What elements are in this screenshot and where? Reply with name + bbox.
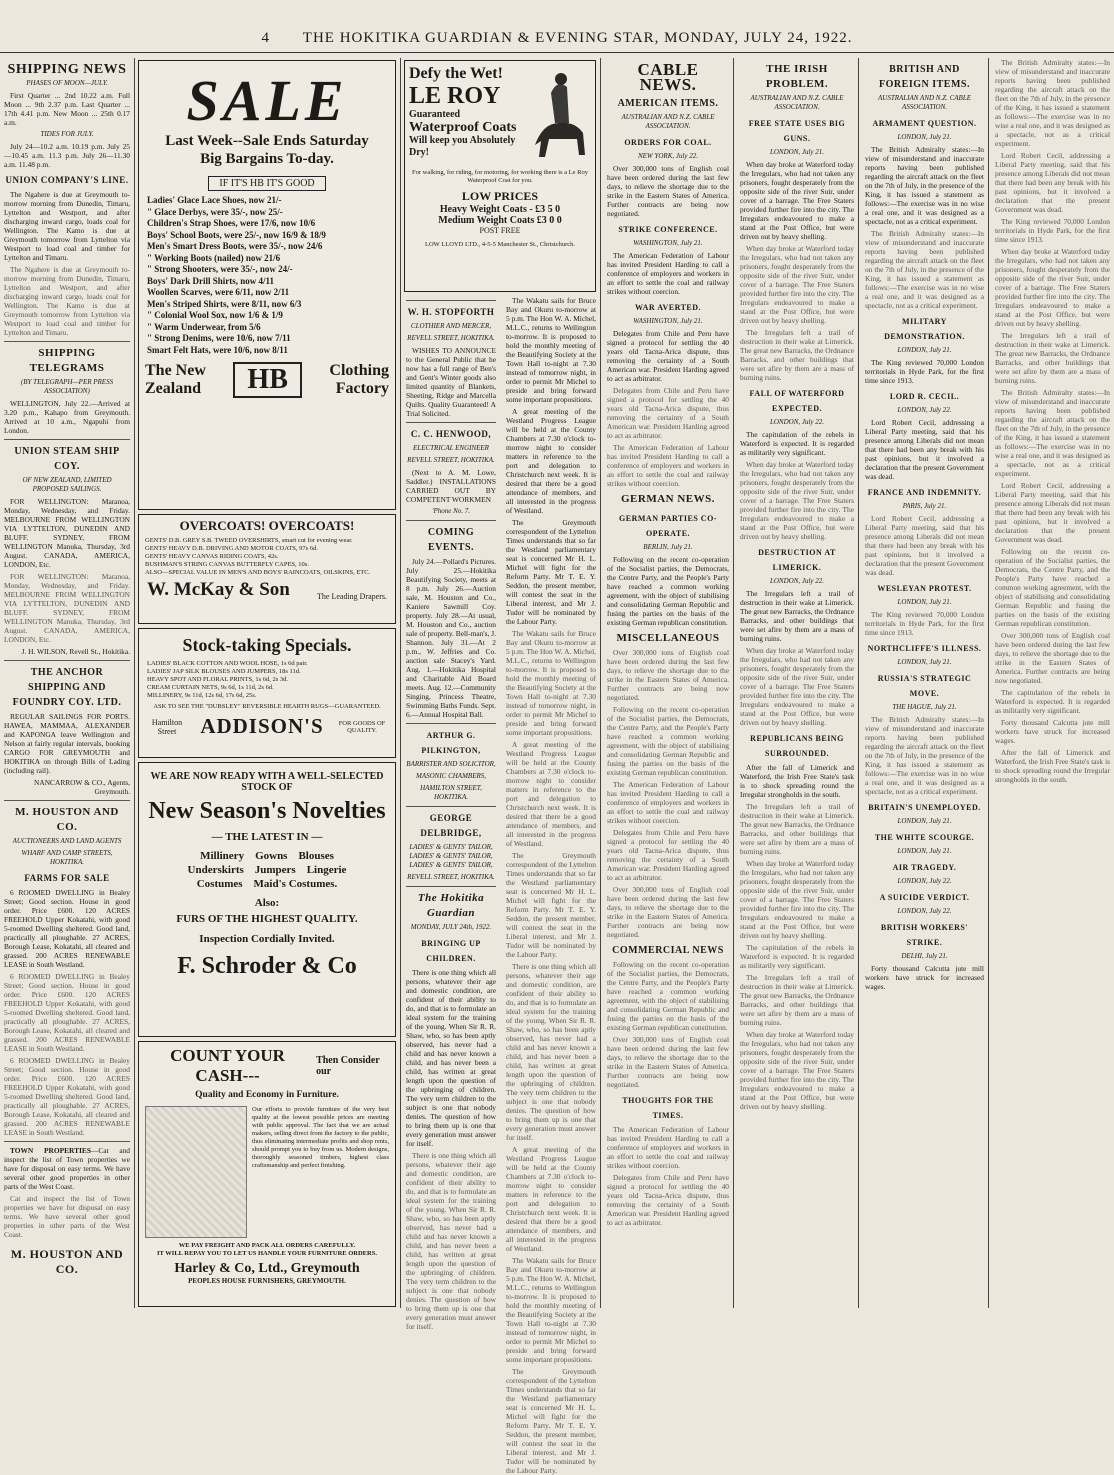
coming-text: July 24.—Pollard's Pictures. July 25.—Hokitika Beautifying Society, meets at 8 p.m. July 26.—Auction sale, M. Houston and Co., Kaniere Sawmill Coy. property. July 28.—At usual, M. Houston and Co., auction sale of property. Bell-man's, J. Shannon. July 31.—At 2 p.m., W. Jeffries and Co. auction sale Stacey's Yard. Aug. 1.—Hokitika Hospital and Charitable Aid Board meets. Aug. 12.—Community Singing, Princess Theatre, Swimming Baths Funds. Sept. 6.—Annual Hospital Ball. [406, 557, 496, 719]
sale-list-item: Boys' School Boots, were 25/-, now 16/9 & 18/9 [147, 229, 326, 240]
limerick-dateline: LONDON, July 22. [769, 577, 825, 585]
houston-sub2: WHARF AND CAMP STREETS, HOKITIKA. [21, 849, 113, 866]
sale-list-item: " Colonial Wool Sox, now 1/6 & 1/9 [147, 310, 283, 320]
armament-text-more: The British Admiralty states:—In view of misunderstand and inaccurate reports having been published regarding the aircraft attack on the fleet on the 7th of July, in the presence of the King, it has issued a statement as follows:—The exercise was in no wise a real one, and it was designed as a spectacle, not as a critical experiment. [865, 229, 984, 310]
sale-list-item: " Glace Derbys, were 35/-, now 25/- [147, 206, 283, 217]
sale-logo: SALE [186, 68, 348, 133]
delbridge-heading: GEORGE DELBRIDGE, [420, 813, 482, 838]
unemployed-dateline: LONDON, July 21. [897, 817, 952, 825]
right-text-7: Lord Robert Cecil, addressing a Liberal Party meeting, said that his presence among Liberals did not mean that there had been any break with his past opinions, but it involved a declaration that the present Government was dead. [995, 481, 1110, 544]
mid-text-7: There is one thing which all persons, whatever their age and domestic condition, are confident of their ability to do, and that is to formulate an ideal system for the training of the young. When Sir R. R. Shaw, who, so has been aptly observed, has never had a child and has never known a child, and has never been a child, has written at great length upon the question of the upbringing of children. The very term children to the subject is one that nobody denies. The question of how to bring them up is one that every generation must answer for itself. [506, 962, 596, 1142]
shipping-column [0, 58, 134, 1308]
delbridge-addr: REVELL STREET, HOKITIKA. [407, 873, 495, 881]
wesleyan-text: The King reviewed 70,000 London territorials in Hyde Park, for the first time since 1913. [865, 610, 984, 637]
tides-table: July 24—10.2 a.m. 10.19 p.m. July 25—10.45 a.m. 11.3 p.m. July 26—11.30 a.m. 11.48 p.m. [4, 142, 130, 169]
paper-title: THE HOKITIKA GUARDIAN & EVENING STAR, MONDAY, JULY 24, 1922. [302, 30, 853, 46]
mckay-sub: The Leading Drapers. [317, 592, 387, 601]
waterford-text-more: When day broke at Waterford today the Irregulars, who had not taken any prisoners, fought desperately from the opposite side of the river Suir, under cover of a barrage. The Free Staters provided further fire into the city. The Irregulars endeavoured to make a stand at the Post Office, but were driven out by heavy shelling. [740, 460, 854, 541]
stock-items [139, 660, 395, 700]
sale-list-item: Smart Felt Hats, were 10/6, now 8/11 [147, 344, 288, 355]
leroy-post: POST FREE [479, 226, 521, 235]
mid-text-3: The Greymouth correspondent of the Lyttelton Times understands that so far the Westland parliamentary seat is concerned Mr H. L. Michel will fight for the Reform Party. Mr T. E. Y. Seddon, the present member, will contest the seat in the Liberal interest, and Mr J. Tudor will be nominated by the Labour Party. [506, 518, 596, 626]
schroder-row1: Millinery Gowns Blouses [200, 850, 334, 862]
page-number: 4 [261, 30, 271, 46]
hb-footer [145, 362, 389, 398]
republicans-text-more3: The capitulation of the rebels in Waterford is expected. It is regarded as militarily very significant. [740, 943, 854, 970]
pilkington-sub2: MASONIC CHAMBERS, [416, 772, 486, 780]
schroder-ad [138, 762, 396, 1037]
wesleyan-dateline: LONDON, July 21. [897, 598, 952, 606]
right-text-10: The capitulation of the rebels in Waterford is expected. It is regarded as militarily very significant. [995, 688, 1110, 715]
mid-text-9: The Wakatu sails for Bruce Bay and Okuru to-morrow at 5 p.m. The Hon W. A. Michel, M.L.C., returns to Wellington to-morrow. It is proposed to hold the monthly meeting of the Beautifying Society at the Town Hall to-night at 7.30 instead of tomorrow night, in order to permit Mr Michel to preside and bring forward some important propositions. [506, 1256, 596, 1364]
delbridge-lines: LADIES' & GENTS' TAILOR, LADIES' & GENTS' TAILOR, LADIES' & GENTS' TAILOR, [409, 843, 493, 869]
british-heading: BRITISH AND FOREIGN ITEMS. [879, 64, 970, 90]
harley-pay: WE PAY FREIGHT AND PACK ALL ORDERS CAREFULLY. [178, 1242, 356, 1249]
usscc-sub: OF NEW ZEALAND, LIMITED PROPOSED SAILINGS. [22, 476, 112, 493]
sale-list-item: Woollen Scarves, were 6/11, now 2/11 [147, 287, 290, 297]
masthead [0, 30, 1114, 53]
mid-text-2: A great meeting of the Westland Progress League will be held at the County Chambers at 7.30 o'clock to-morrow night to consider matters in reference to the port and delegation to Christchurch next week. It is desired that there be a good attendance of members, and all interested in the progress of Westland. [506, 407, 596, 515]
column-rule [733, 58, 734, 1308]
war-dateline: WASHINGTON, July 21. [633, 317, 703, 325]
strike-text-more: The American Federation of Labour has invited President Harding to call a conference of employers and workers in an effort to settle the coal and railway strikes without coercion. [607, 443, 729, 488]
misc-text-2: Following on the recent co-operation of the Socialist parties, the Democrats, the Centre Party, and the People's Party have reached a common working agreement, with the object of stabilising and consolidating German Republic and fusing the parties on the basis of the existing German republican constitution. [607, 705, 729, 777]
strike-text: The American Federation of Labour has invited President Harding to call a conference of employers and workers in an effort to settle the coal and railway strikes without coercion. [607, 251, 729, 296]
stock-list-item: LADIES' JAP SILK BLOUSES AND JUMPERS, 18s 11d. [147, 668, 301, 675]
right-text-4: When day broke at Waterford today the Irregulars, who had not taken any prisoners, fought desperately from the opposite side of the river Suir, under cover of a barrage. The Free Staters provided further fire into the city. The Irregulars endeavoured to make a stand at the Post Office, but were driven out by heavy shelling. [995, 247, 1110, 328]
furniture-illustration-icon [145, 1106, 247, 1238]
leroy-will: Will keep you Absolutely Dry! [409, 135, 516, 158]
military-text: The King reviewed 70,000 London territorials in Hyde Park, for the first time since 1913. [865, 358, 984, 385]
leroy-for: For walking, for riding, for motoring, for working there is a Le Roy Waterproof Coat for you. [411, 169, 588, 184]
leader-text-more: There is one thing which all persons, whatever their age and domestic condition, are confident of their ability to do, and that is to formulate an ideal system for the training of the young. When Sir R. R. Shaw, who, so has been aptly observed, has never had a child and has never known a child, and has never been a child, has written at great length upon the question of the upbringing of children. The very term children to the subject is one that nobody denies. The question of how to bring them up is one that every generation must answer for itself. [406, 1151, 496, 1331]
mid-text-10: The Greymouth correspondent of the Lyttelton Times understands that so far the Westland parliamentary seat is concerned Mr H. L. Michel will fight for the Reform Party. Mr T. E. Y. Seddon, the present member, will contest the seat in the Liberal interest, and Mr J. Tudor will be nominated by the Labour Party. [506, 1367, 596, 1475]
leader-date: MONDAY, JULY 24th, 1922. [410, 923, 492, 931]
overcoats-ad [138, 514, 396, 624]
overcoat-list-item: GENTS' D.B. GREY S.B. TWEED OVERSHIRTS, smart cut for evening wear. [145, 537, 353, 544]
addisons-footer [139, 714, 395, 739]
harley-firm-sub: PEOPLES HOUSE FURNISHERS, GREYMOUTH. [188, 1277, 346, 1285]
stopforth-sub: CLOTHIER AND MERCER, [410, 322, 492, 330]
addisons-ad [138, 628, 396, 758]
stock-list-item: CREAM CURTAIN NETS, 9s 6d, 1s 11d, 2s 6d. [147, 684, 274, 691]
suicide-dateline: LONDON, July 22. [897, 907, 952, 915]
strike-text-b: Forty thousand Calcutta jute mill workers have struck for increased wages. [865, 964, 984, 991]
cable-assoc: AUSTRALIAN AND N.Z. CABLE ASSOCIATION. [621, 113, 715, 130]
american-heading: AMERICAN ITEMS. [617, 98, 719, 109]
shipping-heading: SHIPPING NEWS [7, 62, 127, 77]
right-column [991, 58, 1114, 1308]
usscc-text: FOR WELLINGTON: Maranoa, Monday, Wednesday, and Friday. MELBOURNE FROM WELLINGTON VIA LYTTELTON, DUNEDIN AND BLUFF. SYDNEY, FROM WELLINGTON Manuka, Thursday, 3rd August. CANADA, AMERICA, LONDON, Etc. [4, 497, 130, 569]
right-text-1: The British Admiralty states:—In view of misunderstand and inaccurate reports having been published regarding the aircraft attack on the fleet on the 7th of July, in the presence of the King, it has issued a statement as follows:—The exercise was in no wise a real one, and it was designed as a spectacle, not as a critical experiment. [995, 58, 1110, 148]
schroder-invite: Inspection Cordially Invited. [199, 933, 335, 945]
german-text: Following on the recent co-operation of the Socialist parties, the Democrats, the Centre Party, and the People's Party have reached a common working agreement, with the object of stabilising and consolidating German Republic and fusing the parties on the basis of the existing German republican constitution. [607, 555, 729, 627]
thoughts-heading: THOUGHTS FOR THE TIMES. [622, 1096, 714, 1120]
sale-list-item: Men's Smart Dress Boots, were 35/-, now 24/6 [147, 241, 323, 251]
sale-list-item: Children's Strap Shoes, were 17/6, now 10/6 [147, 218, 316, 228]
thoughts-text-2: Delegates from Chile and Peru have signed a protocol for settling the 40 years old Tacna-Arica dispute, thus removing the certainty of a South American war. President Harding agreed to act as arbitrator. [607, 1173, 729, 1227]
strike-dateline-b: DELHI, July 21. [901, 952, 948, 960]
northcliffe-heading: NORTHCLIFFE'S ILLNESS. [867, 644, 982, 653]
leroy-price2: Medium Weight Coats £3 0 0 [438, 215, 562, 226]
guns-text: When day broke at Waterford today the Irregulars, who had not taken any prisoners, fought desperately from the opposite side of the river Suir, under cover of a barrage. The Free Staters provided further fire into the city. The Irregulars endeavoured to make a stand at the Post Office, but were driven out by heavy shelling. [740, 160, 854, 241]
france-dateline: PARIS, July 21. [902, 502, 947, 510]
stopforth-heading: W. H. STOPFORTH [407, 307, 495, 317]
henwood-phone: 'Phone No. 7. [431, 507, 471, 515]
mid-text-5: A great meeting of the Westland Progress League will be held at the County Chambers at 7.30 o'clock to-morrow night to consider matters in reference to the port and delegation to Christchurch next week. It is desired that there be a good attendance of members, and all interested in the progress of Westland. [506, 740, 596, 848]
armament-dateline: LONDON, July 21. [897, 133, 952, 141]
limerick-heading: DESTRUCTION AT LIMERICK. [758, 548, 836, 572]
sale-items [139, 195, 395, 356]
air-dateline: LONDON, July 22. [897, 877, 952, 885]
war-text: Delegates from Chile and Peru have signed a protocol for settling the 40 years old Tacna-Arica dispute, thus removing the certainty of a South American war. President Harding agreed to act as arbitrator. [607, 329, 729, 383]
sale-tagline2: Big Bargains To-day. [200, 151, 334, 167]
houston-text: 6 ROOMED DWELLING in Bealey Street; Good section. House in good order. Price £600. 120 ACRES FREEHOLD Upper Kokatahi, with good 5-roomed Dwelling sheltered. Good land, practically all ploughable. 27 ACRES, Borough Lease, Kokatahi, all cleared and grassed. 200 ACRES RENEWABLE LEASE in South Westland. [4, 888, 130, 969]
houston-heading: M. HOUSTON AND CO. [15, 806, 119, 833]
right-text-12: After the fall of Limerick and Waterford, the Irish Free State's task is to shock spreading round the Irregular strongholds in the south. [995, 748, 1110, 784]
schroder-row3: Costumes Maid's Costumes. [196, 878, 338, 890]
guns-heading: FREE STATE USES BIG GUNS. [748, 119, 846, 143]
harley-heading: COUNT YOUR CASH--- [170, 1046, 285, 1085]
houston-footer: M. HOUSTON AND CO. [10, 1247, 124, 1276]
overcoat-items [139, 537, 395, 577]
cable-column [603, 58, 733, 1308]
thoughts-text: The American Federation of Labour has invited President Harding to call a conference of employers and workers in an effort to settle the coal and railway strikes without coercion. [607, 1125, 729, 1170]
armament-text: The British Admiralty states:—In view of misunderstand and inaccurate reports having been published regarding the aircraft attack on the fleet on the 7th of July, in the presence of the King, it has issued a statement as follows:—The exercise was in no wise a real one, and it was designed as a spectacle, not as a critical experiment. [865, 145, 984, 226]
leroy-brand: LE ROY [409, 83, 501, 109]
harley-heading2: Then Consider our [316, 1055, 380, 1077]
waterford-heading: FALL OF WATERFORD EXPECTED. [749, 389, 845, 413]
suicide-heading: A SUICIDE VERDICT. [879, 893, 970, 902]
harley-ad [138, 1041, 396, 1307]
russia-dateline: THE HAGUE, July 21. [892, 703, 957, 711]
right-text-8: Following on the recent co-operation of the Socialist parties, the Democrats, the Centre Party, and the People's Party have reached a common working agreement, with the object of stabilising and consolidating German Republic and fusing the parties on the basis of the existing German republican constitution. [995, 547, 1110, 628]
sale-list-item: " Strong Denims, were 10/6, now 7/11 [147, 333, 291, 343]
coming-heading: COMING EVENTS. [427, 527, 475, 553]
right-text-11: Forty thousand Calcutta jute mill workers have struck for increased wages. [995, 718, 1110, 745]
mid-text-6: The Greymouth correspondent of the Lyttelton Times understands that so far the Westland parliamentary seat is concerned Mr H. L. Michel will fight for the Reform Party. Mr T. E. Y. Seddon, the present member, will contest the seat in the Liberal interest, and Mr J. Tudor will be nominated by the Labour Party. [506, 851, 596, 959]
war-text-more: Delegates from Chile and Peru have signed a protocol for settling the 40 years old Tacna-Arica dispute, thus removing the certainty of a South American war. President Harding agreed to act as arbitrator. [607, 386, 729, 440]
telegrams-text: WELLINGTON, July 22.—Arrived at 3.20 p.m., Kahapo from Greymouth. Arrived at 10 a.m., Ngapuhi from London. [4, 399, 130, 435]
news-column-a [502, 296, 600, 1475]
property-text-more: Cat and inspect the list of Town properties we have for disposal on easy terms. We have several other good properties in other parts of the West Coast. [4, 1194, 130, 1239]
right-text-5: The Irregulars left a trail of destruction in their wake at Limerick. The great new Barracks, the Ordnance Barracks, and other buildings that were set afire by them are a mass of burning ruins. [995, 331, 1110, 385]
pilkington-addr: HAMILTON STREET, HOKITIKA. [420, 784, 482, 801]
misc-text-4: Delegates from Chile and Peru have signed a protocol for settling the 40 years old Tacna-Arica dispute, thus removing the certainty of a South American war. President Harding agreed to act as arbitrator. [607, 828, 729, 882]
mckay-firm: W. McKay & Son [147, 579, 290, 600]
guns-dateline: LONDON, July 21. [769, 148, 825, 156]
column-rule [988, 58, 989, 1308]
schroder-intro: WE ARE NOW READY WITH A WELL-SELECTED STOCK OF [150, 771, 384, 793]
hb-banner: IF IT'S HB IT'S GOOD [208, 176, 325, 191]
cable-heading: CABLE NEWS. [637, 60, 699, 94]
irish-column [736, 58, 858, 1308]
military-dateline: LONDON, July 21. [897, 346, 952, 354]
telegrams-heading: SHIPPING TELEGRAMS [29, 347, 105, 374]
overcoat-list-item: GENTS' HEAVY D.B. DRIVING AND MOTOR COATS, 97s 6d. [145, 545, 318, 552]
column-rule [400, 58, 401, 1308]
mid-text-1: The Wakatu sails for Bruce Bay and Okuru to-morrow at 5 p.m. The Hon W. A. Michel, M.L.C., returns to Wellington to-morrow. It is proposed to hold the monthly meeting of the Beautifying Society at the Town Hall to-night at 7.30 instead of tomorrow night, in order to permit Mr Michel to preside and bring forward some important propositions. [506, 296, 596, 404]
mid-text-4: The Wakatu sails for Bruce Bay and Okuru to-morrow at 5 p.m. The Hon W. A. Michel, M.L.C., returns to Wellington to-morrow. It is proposed to hold the monthly meeting of the Beautifying Society at the Town Hall to-night at 7.30 instead of tomorrow night, in order to permit Mr Michel to preside and bring forward some important propositions. [506, 629, 596, 737]
republicans-text: After the fall of Limerick and Waterford, the Irish Free State's task is to shock spreading round the Irregular strongholds in the south. [740, 763, 854, 799]
sale-tagline: Last Week--Sale Ends Saturday [165, 133, 369, 149]
strike-heading: STRIKE CONFERENCE. [618, 225, 718, 234]
northcliffe-dateline: LONDON, July 21. [897, 658, 952, 666]
sale-list-item: " Working Boots (nailed) now 21/6 [147, 252, 281, 263]
usscc-agent: J. H. WILSON, Revell St., Hokitika. [21, 647, 130, 656]
union-text-more: The Ngahere is due at Greymouth to-morrow morning from Dunedin, Timaru, Lyttelton and Westport, and after discharging inward cargo, loads coal for Wellington. The Kamo is due at Greymouth tomorrow from Lyttelton via Westport to load coal and timber for Lyttelton and Timaru. [4, 265, 130, 337]
schroder-row2: Underskirts Jumpers Lingerie [187, 864, 347, 876]
republicans-text-more4: The Irregulars left a trail of destruction in their wake at Limerick. The great new Barracks, the Ordnance Barracks, and other buildings that were set afire by them are a mass of burning ruins. [740, 973, 854, 1027]
houston-text-more2: 6 ROOMED DWELLING in Bealey Street; Good section. House in good order. Price £600. 120 ACRES FREEHOLD Upper Kokatahi, with good 5-roomed Dwelling sheltered. Good land, practically all ploughable. 27 ACRES, Borough Lease, Kokatahi, all cleared and grassed. 200 ACRES RENEWABLE LEASE in South Westland. [4, 1056, 130, 1137]
orders-heading: ORDERS FOR COAL. [624, 138, 712, 147]
leroy-header [405, 61, 595, 169]
british-assoc: AUSTRALIAN AND N.Z. CABLE ASSOCIATION. [877, 94, 972, 111]
leroy-heading: Defy the Wet! [409, 65, 503, 82]
stopforth-text: WISHES TO ANNOUNCE to the General Public that he now has a full range of Ben's and Gent's Winter goods also limited quantity of Blankets, Sheeting, Ridge and Marcella Quilts. Quality Guaranteed! A Trial Solicited. [406, 346, 496, 418]
military-heading: MILITARY DEMONSTRATION. [884, 317, 965, 341]
leader-heading: BRINGING UP CHILDREN. [421, 939, 481, 963]
anchor-agent: NANCARROW & CO., Agents, Greymouth. [34, 778, 130, 796]
cecil-dateline: LONDON, July 22. [897, 406, 952, 414]
scourge-heading: THE WHITE SCOURGE. [874, 833, 975, 842]
usscc-text-more: FOR WELLINGTON: Maranoa, Monday, Wednesday, and Friday. MELBOURNE FROM WELLINGTON VIA LYTTELTON, DUNEDIN AND BLUFF. SYDNEY, FROM WELLINGTON Manuka, Thursday, 3rd August. CANADA, AMERICA, LONDON, Etc. [4, 572, 130, 644]
pilkington-heading: ARTHUR G. PILKINGTON, [421, 731, 481, 755]
property-text: TOWN PROPERTIES—Cat and inspect the list of Town properties we have for disposal on easy terms. We have several other good properties in other parts of the West Coast. [4, 1146, 130, 1191]
union-heading: UNION COMPANY'S LINE. [5, 175, 129, 185]
rider-on-horse-icon [525, 65, 591, 165]
misc-text: Over 300,000 tons of English coal have been ordered during the last few days, to relieve the shortage due to the strike in the Eastern States of America. Further contracts are being now negotiated. [607, 648, 729, 702]
right-text-3: The King reviewed 70,000 London territorials in Hyde Park, for the first time since 1913. [995, 217, 1110, 244]
british-column [861, 58, 988, 1308]
henwood-sub: ELECTRICAL ENGINEER [413, 444, 489, 452]
overcoat-list-item: ALSO—SPECIAL VALUE IN MEN'S AND BOYS' RAINCOATS, OILSKINS, ETC. [145, 569, 371, 576]
column-rule [600, 58, 601, 1308]
commercial-text-2: Over 300,000 tons of English coal have been ordered during the last few days, to relieve the shortage due to the strike in the Eastern States of America. Further contracts are being now negotiated. [607, 1035, 729, 1089]
republicans-text-more5: When day broke at Waterford today the Irregulars, who had not taken any prisoners, fought desperately from the opposite side of the river Suir, under cover of a barrage. The Free Staters provided further fire into the city. The Irregulars endeavoured to make a stand at the Post Office, but were driven out by heavy shelling. [740, 1030, 854, 1111]
guns-text-more2: The Irregulars left a trail of destruction in their wake at Limerick. The great new Barracks, the Ordnance Barracks, and other buildings that were set afire by them are a mass of burning ruins. [740, 328, 854, 382]
waterford-dateline: LONDON, July 22. [769, 418, 825, 426]
moon-phases: First Quarter ... 2nd 10.22 a.m. Full Moon ... 9th 2.37 p.m. Last Quarter ... 17th 4.41 p.m. New Moon ... 25th 0.17 a.m. [4, 91, 130, 127]
addisons-firm: ADDISON'S [200, 714, 324, 738]
hb-right-words: Clothing Factory [329, 362, 389, 397]
harley-sub: Quality and Economy in Furniture. [195, 1090, 339, 1100]
overcoat-list-item: BUSHMAN'S STRING CANVAS BUTTERFLY CAPES, 10s. [145, 561, 309, 568]
armament-heading: ARMAMENT QUESTION. [872, 119, 977, 128]
leroy-ad [404, 60, 596, 292]
sale-list-item: " Warm Underwear, from 5/6 [147, 321, 261, 332]
republicans-heading: REPUBLICANS BEING SURROUNDED. [750, 734, 844, 758]
leroy-prices-heading: LOW PRICES [461, 189, 539, 203]
pilkington-sub: BARRISTER AND SOLICITOR, [406, 760, 496, 768]
cecil-text: Lord Robert Cecil, addressing a Liberal Party meeting, said that his presence among Liberals did not mean that there had been any break with his past opinions, but it involved a declaration that the present Government was dead. [865, 418, 984, 481]
sale-list-item: " Strong Shooters, were 35/-, now 24/- [147, 264, 293, 274]
guns-text-more: When day broke at Waterford today the Irregulars, who had not taken any prisoners, fought desperately from the opposite side of the river Suir, under cover of a barrage. The Free Staters provided further fire into the city. The Irregulars endeavoured to make a stand at the Post Office, but were driven out by heavy shelling. [740, 244, 854, 325]
misc-text-3: The American Federation of Labour has invited President Harding to call a conference of employers and workers in an effort to settle the coal and railway strikes without coercion. [607, 780, 729, 825]
farms-heading: FARMS FOR SALE [24, 873, 110, 883]
hb-logo: HB [233, 362, 301, 398]
commercial-heading: COMMERCIAL NEWS [612, 945, 724, 956]
schroder-latest: — THE LATEST IN — [211, 831, 323, 843]
russia-heading: RUSSIA'S STRATEGIC MOVE. [877, 674, 972, 698]
orders-dateline: NEW YORK, July 22. [637, 152, 699, 160]
stopforth-addr: REVELL STREET, HOKITIKA. [407, 334, 495, 342]
harley-body [145, 1106, 389, 1238]
leroy-price1: Heavy Weight Coats - £3 5 0 [439, 204, 561, 215]
tides-heading: TIDES FOR JULY. [40, 130, 94, 138]
small-ads-column [402, 296, 500, 1331]
henwood-text: (Next to A. M. Lowe, Saddler.) INSTALLATIONS CARRIED OUT BY COMPETENT WORKMEN [406, 468, 496, 504]
leroy-product: Waterproof Coats [409, 120, 517, 135]
stock-list-item: LADIES' BLACK COTTON AND WOOL HOSE, 1s 6d pair. [147, 660, 308, 667]
anchor-heading: THE ANCHOR SHIPPING AND FOUNDRY COY. LTD. [12, 667, 122, 708]
commercial-text: Following on the recent co-operation of the Socialist parties, the Democrats, the Centre Party, and the People's Party have reached a common working agreement, with the object of stabilising and consolidating German Republic and fusing the parties on the basis of the existing German republican constitution. [607, 960, 729, 1032]
anchor-text: REGULAR SAILINGS FOR PORTS. HAWEA, MAMMAA, ALEXANDER and KAPONGA leave Wellington and Nelson at fairly regular intervals, booking CARGO FOR GREYMOUTH and HOKITIKA on through Bills of Lading (including rail). [4, 712, 130, 775]
misc-text-5: Over 300,000 tons of English coal have been ordered during the last few days, to relieve the shortage due to the strike in the Eastern States of America. Further contracts are being now negotiated. [607, 885, 729, 939]
scourge-dateline: LONDON, July 21. [897, 847, 952, 855]
harley-firm: Harley & Co, Ltd., Greymouth [174, 1261, 360, 1276]
wesleyan-heading: WESLEYAN PROTEST. [877, 584, 972, 593]
irish-assoc: AUSTRALIAN AND N.Z. CABLE ASSOCIATION. [750, 94, 844, 111]
limerick-text: The Irregulars left a trail of destruction in their wake at Limerick. The great new Barracks, the Ordnance Barracks, and other buildings that were set afire by them are a mass of burning ruins. [740, 589, 854, 643]
hb-left-words: The New Zealand [145, 362, 206, 397]
limerick-text-more: When day broke at Waterford today the Irregulars, who had not taken any prisoners, fought desperately from the opposite side of the river Suir, under cover of a barrage. The Free Staters provided further fire into the city. The Irregulars endeavoured to make a stand at the Post Office, but were driven out by heavy shelling. [740, 646, 854, 727]
usscc-heading: UNION STEAM SHIP COY. [14, 446, 120, 472]
irish-heading: THE IRISH PROBLEM. [765, 63, 829, 90]
german-dateline: BERLIN, July 21. [643, 543, 693, 551]
war-heading: WAR AVERTED. [634, 303, 702, 312]
german-heading: GERMAN NEWS. [620, 493, 715, 505]
henwood-addr: REVELL STREET, HOKITIKA. [407, 456, 495, 464]
column-rule [134, 58, 135, 1308]
right-text-6: The British Admiralty states:—In view of misunderstand and inaccurate reports having been published regarding the aircraft attack on the fleet on the 7th of July, in the presence of the King, it has issued a statement as follows:—The exercise was in no wise a real one, and it was designed as a spectacle, not as a critical experiment. [995, 388, 1110, 478]
strike-heading-b: BRITISH WORKERS' STRIKE. [880, 923, 969, 947]
russia-text: The British Admiralty states:—In view of misunderstand and inaccurate reports having been published regarding the aircraft attack on the fleet on the 7th of July, in the presence of the King, it has issued a statement as follows:—The exercise was in no wise a real one, and it was designed as a spectacle, not as a critical experiment. [865, 715, 984, 796]
schroder-furs: FURS OF THE HIGHEST QUALITY. [176, 913, 358, 925]
addisons-sub: FOR GOODS OF QUALITY. [338, 719, 386, 734]
strike-dateline: WASHINGTON, July 21. [633, 239, 703, 247]
schroder-also: Also: [254, 897, 280, 909]
sale-list-item: Boys' Dark Drill Shirts, now 4/11 [147, 275, 275, 286]
moon-heading: PHASES OF MOON—JULY. [26, 79, 108, 87]
right-text-9: Over 300,000 tons of English coal have been ordered during the last few days, to relieve the shortage due to the strike in the Eastern States of America. Further contracts are being now negotiated. [995, 631, 1110, 685]
overcoat-list-item: GENTS' HEAVY CANVAS RIDING COATS, 42s. [145, 553, 279, 560]
unemployed-heading: BRITAIN'S UNEMPLOYED. [868, 803, 981, 812]
telegrams-sub: (BY TELEGRAPH—PER PRESS ASSOCIATION) [20, 378, 114, 395]
leader-text: There is one thing which all persons, whatever their age and domestic condition, are confident of their ability to do, and that is to formulate an ideal system for the training of the young. When Sir R. R. Shaw, who, so has been aptly observed, has never had a child and has never known a child, and has never been a child, has written at great length upon the question of the upbringing of children. The very term children to the subject is one that nobody denies. The question of how to bring them up is one that every generation must answer for itself. [406, 968, 496, 1148]
houston-sub: AUCTIONEERS AND LAND AGENTS [12, 837, 122, 845]
mckay-footer [139, 577, 395, 603]
right-text-2: Lord Robert Cecil, addressing a Liberal Party meeting, said that his presence among Liberals did not mean that there had been any break with his past opinions, but it involved a declaration that the present Government was dead. [995, 151, 1110, 214]
union-text: The Ngahere is due at Greymouth to-morrow morning from Dunedin, Timaru, Lyttelton and Westport, and after discharging inward cargo, loads coal for Wellington. The Kamo is due at Greymouth tomorrow from Lyttelton via Westport to load coal and timber for Lyttelton and Timaru. [4, 190, 130, 262]
german-sub-heading: GERMAN PARTIES CO-OPERATE. [619, 514, 717, 538]
henwood-heading: C. C. HENWOOD, [410, 429, 492, 439]
sale-list-item: Ladies' Glace Lace Shoes, now 21/- [147, 195, 282, 205]
column-rule [858, 58, 859, 1308]
houston-text-more: 6 ROOMED DWELLING in Bealey Street; Good section. House in good order. Price £600. 120 ACRES FREEHOLD Upper Kokatahi, with good 5-roomed Dwelling sheltered. Good land, practically all ploughable. 27 ACRES, Borough Lease, Kokatahi, all cleared and grassed. 200 ACRES RENEWABLE LEASE in South Westland. [4, 972, 130, 1053]
orders-text: Over 300,000 tons of English coal have been ordered during the last few days, to relieve the shortage due to the strike in the Eastern States of America. Further contracts are being now negotiated. [607, 164, 729, 218]
france-heading: FRANCE AND INDEMNITY. [867, 488, 982, 497]
schroder-firm: F. Schroder & Co [177, 953, 357, 979]
republicans-text-more: The Irregulars left a trail of destruction in their wake at Limerick. The great new Barracks, the Ordnance Barracks, and other buildings that were set afire by them are a mass of burning ruins. [740, 802, 854, 856]
waterford-text: The capitulation of the rebels in Waterford is expected. It is regarded as militarily very significant. [740, 430, 854, 457]
addisons-street: Hamilton Street [151, 717, 183, 736]
harley-header [145, 1046, 389, 1086]
republicans-text-more2: When day broke at Waterford today the Irregulars, who had not taken any prisoners, fought desperately from the opposite side of the river Suir, under cover of a barrage. The Free Staters provided further fire into the city. The Irregulars endeavoured to make a stand at the Post Office, but were driven out by heavy shelling. [740, 859, 854, 940]
leader-paper-name: The Hokitika Guardian [417, 892, 485, 919]
stocktake-heading: Stock-taking Specials. [182, 635, 352, 655]
france-text: Lord Robert Cecil, addressing a Liberal Party meeting, said that his presence among Liberals did not mean that there had been any break with his past opinions, but it involved a declaration that the present Government was dead. [865, 514, 984, 577]
mid-text-8: A great meeting of the Westland Progress League will be held at the County Chambers at 7.30 o'clock to-morrow night to consider matters in reference to the port and delegation to Christchurch next week. It is desired that there be a good attendance of members, and all interested in the progress of Westland. [506, 1145, 596, 1253]
cecil-heading: LORD R. CECIL. [889, 392, 960, 401]
leroy-maker: LOW LLOYD LTD., 4-5-5 Manchester St., Christchurch. [424, 241, 575, 248]
air-heading: AIR TRAGEDY. [892, 863, 957, 872]
harley-text: Our efforts to provide furniture of the very best quality at the lowest possible prices are meeting with public approval. The fact that we are actual makers, selling direct from the factory to the public, thus eliminating intermediate profits and shop rents, should prompt you to buy from us. Modern designs, thoroughly seasoned timbers, highest class craftsmanship and perfect finishing. [252, 1106, 389, 1169]
hb-sale-ad [138, 60, 396, 510]
overcoats-heading: OVERCOATS! OVERCOATS! [179, 518, 355, 533]
sale-list-item: Men's Striped Shirts, were 8/11, now 6/3 [147, 298, 302, 309]
stock-ask: ASK TO SEE THE "DUBSLEY" REVERSIBLE HEARTH RUGS—GUARANTEED. [153, 703, 381, 710]
leroy-guaranteed: Guaranteed [409, 109, 461, 120]
schroder-heading: New Season's Novelties [148, 798, 386, 824]
stock-list-item: MILLINERY, 9s 11d, 12s 6d, 17s 6d, 25s. [147, 692, 257, 699]
stock-list-item: HEAVY SPOT AND FLORAL PRINTS, 1s 6d, 2s 3d. [147, 676, 289, 683]
misc-heading: MISCELLANEOUS [616, 632, 720, 644]
harley-pay2: IT WILL REPAY YOU TO LET US HANDLE YOUR FURNITURE ORDERS. [157, 1250, 377, 1257]
